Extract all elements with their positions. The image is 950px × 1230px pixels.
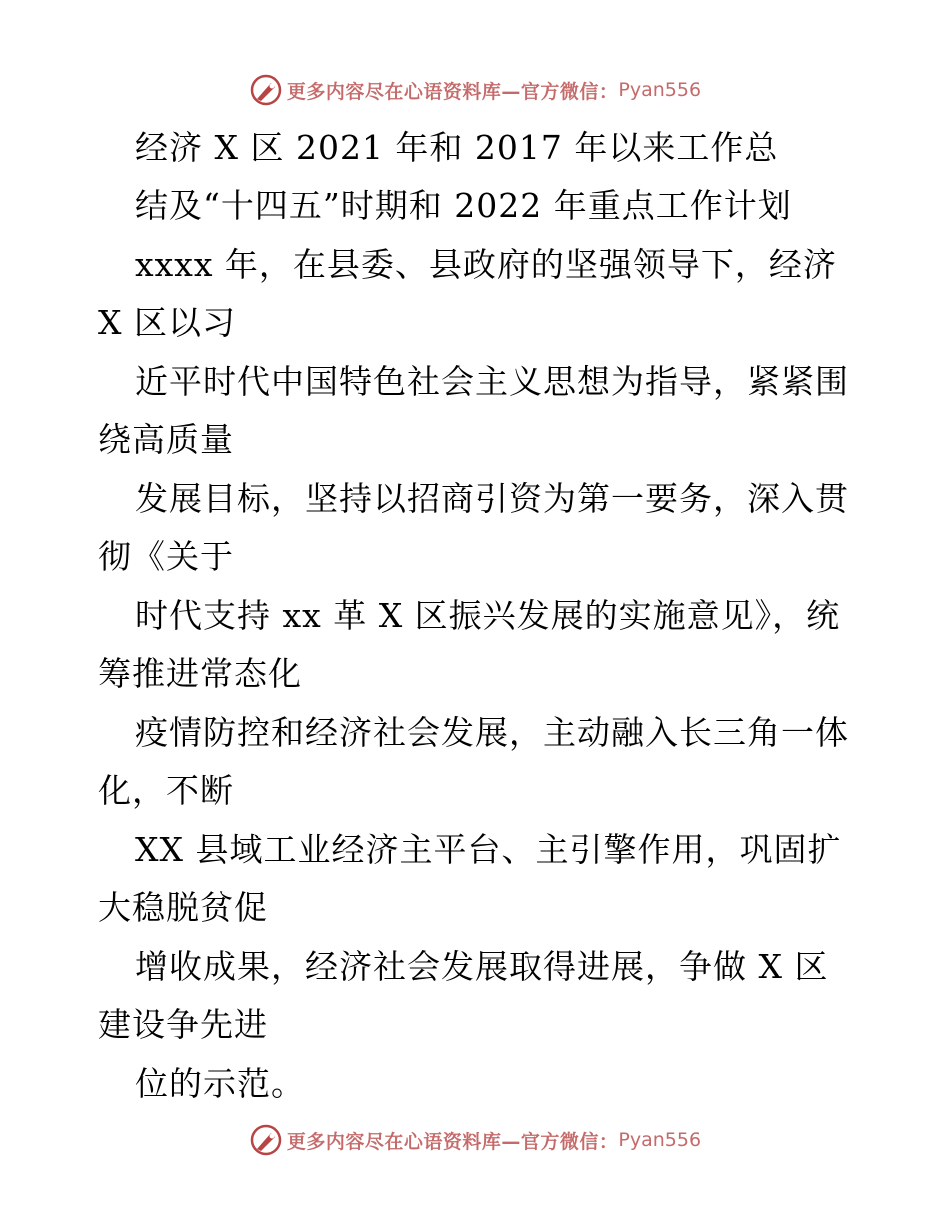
paragraph-line: 近平时代中国特色社会主义思想为指导，紧紧围 bbox=[135, 362, 849, 401]
paragraph-line: 位的示范。 bbox=[135, 1064, 305, 1103]
paragraph-line: 化，不断 bbox=[98, 771, 234, 810]
paragraph-line: XX 县域工业经济主平台、主引擎作用，巩固扩 bbox=[135, 830, 842, 869]
pen-nib-circle-logo-icon bbox=[249, 1123, 283, 1157]
paragraph-line: xxxx 年，在县委、县政府的坚强领导下，经济 bbox=[135, 245, 837, 284]
header-watermark bbox=[0, 70, 950, 110]
paragraph-line: 彻《关于 bbox=[98, 537, 234, 576]
watermark-handle: Pyan556 bbox=[618, 79, 702, 101]
watermark-handle: Pyan556 bbox=[618, 1129, 702, 1151]
paragraph-line: 建设争先进 bbox=[98, 1005, 268, 1044]
paragraph-line: 时代支持 xx 革 X 区振兴发展的实施意见》，统 bbox=[135, 596, 841, 635]
watermark-text: 更多内容尽在心语资料库—官方微信： bbox=[286, 1130, 619, 1153]
paragraph-line: 大稳脱贫促 bbox=[98, 888, 268, 927]
paragraph-line: X 区以习 bbox=[98, 303, 236, 342]
paragraph-line: 发展目标，坚持以招商引资为第一要务，深入贯 bbox=[135, 479, 849, 518]
pen-nib-circle-logo-icon bbox=[249, 73, 283, 107]
paragraph-line: 筹推进常态化 bbox=[98, 654, 302, 693]
watermark-text: 更多内容尽在心语资料库—官方微信： bbox=[286, 80, 619, 103]
paragraph-line: 绕高质量 bbox=[98, 420, 234, 459]
paragraph-line: 增收成果，经济社会发展取得进展，争做 X 区 bbox=[135, 947, 829, 986]
title-line-1: 经济 X 区 2021 年和 2017 年以来工作总 bbox=[135, 128, 779, 167]
footer-watermark bbox=[0, 1120, 950, 1160]
paragraph-line: 疫情防控和经济社会发展，主动融入长三角一体 bbox=[135, 713, 849, 752]
title-line-2: 结及“十四五”时期和 2022 年重点工作计划 bbox=[135, 186, 792, 225]
